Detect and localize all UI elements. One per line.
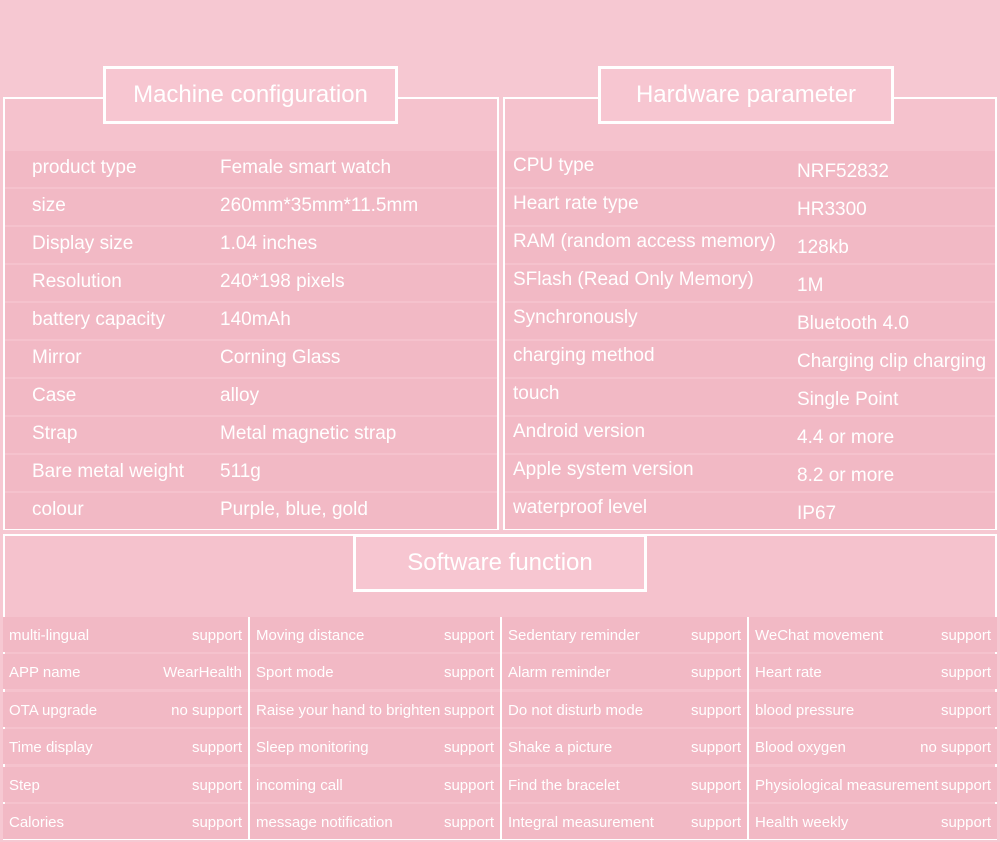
table-row (5, 227, 497, 263)
function-label: Calories (9, 813, 65, 831)
software-column-4 (747, 617, 997, 839)
spec-label: Synchronously (513, 307, 638, 328)
function-status: no support (920, 739, 991, 757)
table-row (5, 379, 497, 415)
table-row (505, 379, 995, 415)
function-status: support (690, 776, 741, 794)
function-status: support (940, 664, 991, 682)
function-label: blood pressure (755, 701, 855, 719)
function-label: OTA upgrade (9, 701, 98, 719)
function-status: support (940, 627, 991, 644)
spec-label: Apple system version (513, 459, 694, 480)
spec-value: 1.04 inches (220, 233, 318, 254)
table-row (505, 303, 995, 339)
spec-label: battery capacity (32, 309, 166, 330)
spec-value: Female smart watch (220, 157, 392, 178)
table-row (749, 617, 997, 652)
table-row (505, 341, 995, 377)
function-status: support (191, 776, 242, 794)
function-label: Shake a picture (508, 739, 613, 757)
function-label: multi-lingual (9, 627, 90, 644)
function-status: support (940, 701, 991, 719)
function-label: Sedentary reminder (508, 627, 640, 644)
spec-value: Metal magnetic strap (220, 423, 397, 444)
spec-label: Heart rate type (513, 193, 639, 214)
function-label: Physiological measurement (755, 776, 939, 794)
table-row (505, 265, 995, 301)
function-status: support (443, 739, 494, 757)
machine-config-title: Machine configuration (103, 66, 398, 124)
spec-label: charging method (513, 345, 655, 366)
software-column-1 (3, 617, 248, 839)
spec-label: product type (32, 157, 137, 178)
hardware-param-column (503, 97, 997, 530)
table-row (5, 341, 497, 377)
table-row (250, 617, 500, 652)
table-row (3, 654, 248, 689)
hardware-param-table (505, 151, 995, 531)
spec-value: IP67 (797, 503, 837, 524)
spec-label: RAM (random access memory) (513, 231, 776, 252)
function-label: Time display (9, 739, 93, 757)
function-label: Step (9, 776, 40, 794)
function-label: Health weekly (755, 813, 849, 831)
spec-label: Mirror (32, 347, 82, 368)
table-row (3, 617, 248, 652)
function-label: Alarm reminder (508, 664, 611, 682)
table-row (505, 151, 995, 187)
function-status: support (940, 813, 991, 831)
function-status: support (191, 627, 242, 644)
table-row (749, 692, 997, 727)
table-row (3, 692, 248, 727)
table-row (5, 303, 497, 339)
function-label: Do not disturb mode (508, 701, 644, 719)
table-row (502, 729, 747, 764)
spec-label: Bare metal weight (32, 461, 185, 482)
function-label: Blood oxygen (755, 739, 846, 757)
table-row (505, 189, 995, 225)
table-row (5, 417, 497, 453)
machine-config-column (3, 97, 499, 530)
spec-value: 240*198 pixels (220, 271, 345, 292)
function-status: support (690, 813, 741, 831)
table-row (5, 455, 497, 491)
table-row (502, 617, 747, 652)
software-function-table (3, 617, 997, 839)
spec-value: alloy (220, 385, 260, 406)
function-label: incoming call (256, 776, 343, 794)
function-label: Sleep monitoring (256, 739, 369, 757)
function-status: support (443, 664, 494, 682)
function-status: support (690, 739, 741, 757)
spec-value: Corning Glass (220, 347, 341, 368)
spec-label: waterproof level (513, 497, 648, 518)
spec-value: HR3300 (797, 199, 867, 220)
function-status: support (443, 776, 494, 794)
function-status: support (443, 627, 494, 644)
spec-value: 260mm*35mm*11.5mm (220, 195, 419, 216)
table-row (3, 729, 248, 764)
function-status: support (443, 813, 494, 831)
table-row (250, 692, 500, 727)
function-label: Integral measurement (508, 813, 654, 831)
table-row (505, 493, 995, 529)
function-status: support (191, 739, 242, 757)
table-row (5, 493, 497, 529)
table-row (5, 151, 497, 187)
spec-label: colour (32, 499, 84, 520)
function-label: message notification (256, 813, 393, 831)
function-label: Sport mode (256, 664, 334, 682)
software-column-3 (500, 617, 747, 839)
table-row (749, 729, 997, 764)
table-row (3, 767, 248, 802)
table-row (250, 804, 500, 839)
spec-label: Android version (513, 421, 646, 442)
table-row (250, 767, 500, 802)
function-label: APP name (9, 664, 81, 682)
software-column-2 (248, 617, 500, 839)
function-label: Heart rate (755, 664, 822, 682)
table-row (5, 265, 497, 301)
spec-value: 511g (220, 461, 261, 482)
table-row (749, 804, 997, 839)
function-label: Find the bracelet (508, 776, 620, 794)
spec-value: NRF52832 (797, 161, 889, 182)
software-function-title: Software function (353, 534, 647, 592)
function-status: WearHealth (163, 664, 242, 682)
hardware-param-title: Hardware parameter (598, 66, 894, 124)
function-status: support (690, 664, 741, 682)
spec-value: Bluetooth 4.0 (797, 313, 909, 334)
table-row (505, 227, 995, 263)
spec-label: touch (513, 383, 560, 404)
specs-panel (3, 97, 997, 530)
spec-label: Display size (32, 233, 134, 254)
spec-label: size (32, 195, 66, 216)
function-status: support (690, 627, 741, 644)
table-row (250, 729, 500, 764)
function-label: Raise your hand to brighten (256, 701, 441, 719)
spec-label: Resolution (32, 271, 122, 292)
spec-label: Strap (32, 423, 78, 444)
function-status: support (690, 701, 741, 719)
spec-value: Charging clip charging (797, 351, 987, 372)
function-status: support (191, 813, 242, 831)
table-row (502, 654, 747, 689)
spec-label: CPU type (513, 155, 595, 176)
machine-config-table (5, 151, 497, 531)
function-label: Moving distance (256, 627, 365, 644)
spec-value: 8.2 or more (797, 465, 895, 486)
table-row (749, 767, 997, 802)
spec-value: Purple, blue, gold (220, 499, 368, 520)
function-status: support (443, 701, 494, 719)
spec-value: Single Point (797, 389, 899, 410)
table-row (502, 692, 747, 727)
table-row (3, 804, 248, 839)
table-row (505, 417, 995, 453)
spec-value: 140mAh (220, 309, 291, 330)
spec-label: Case (32, 385, 77, 406)
table-row (502, 804, 747, 839)
table-row (502, 767, 747, 802)
table-row (505, 455, 995, 491)
table-row (250, 654, 500, 689)
spec-value: 4.4 or more (797, 427, 895, 448)
function-status: support (940, 776, 991, 794)
spec-value: 1M (797, 275, 824, 296)
table-row (5, 189, 497, 225)
spec-value: 128kb (797, 237, 849, 258)
function-status: no support (171, 701, 242, 719)
table-row (749, 654, 997, 689)
spec-label: SFlash (Read Only Memory) (513, 269, 754, 290)
function-label: WeChat movement (755, 627, 884, 644)
